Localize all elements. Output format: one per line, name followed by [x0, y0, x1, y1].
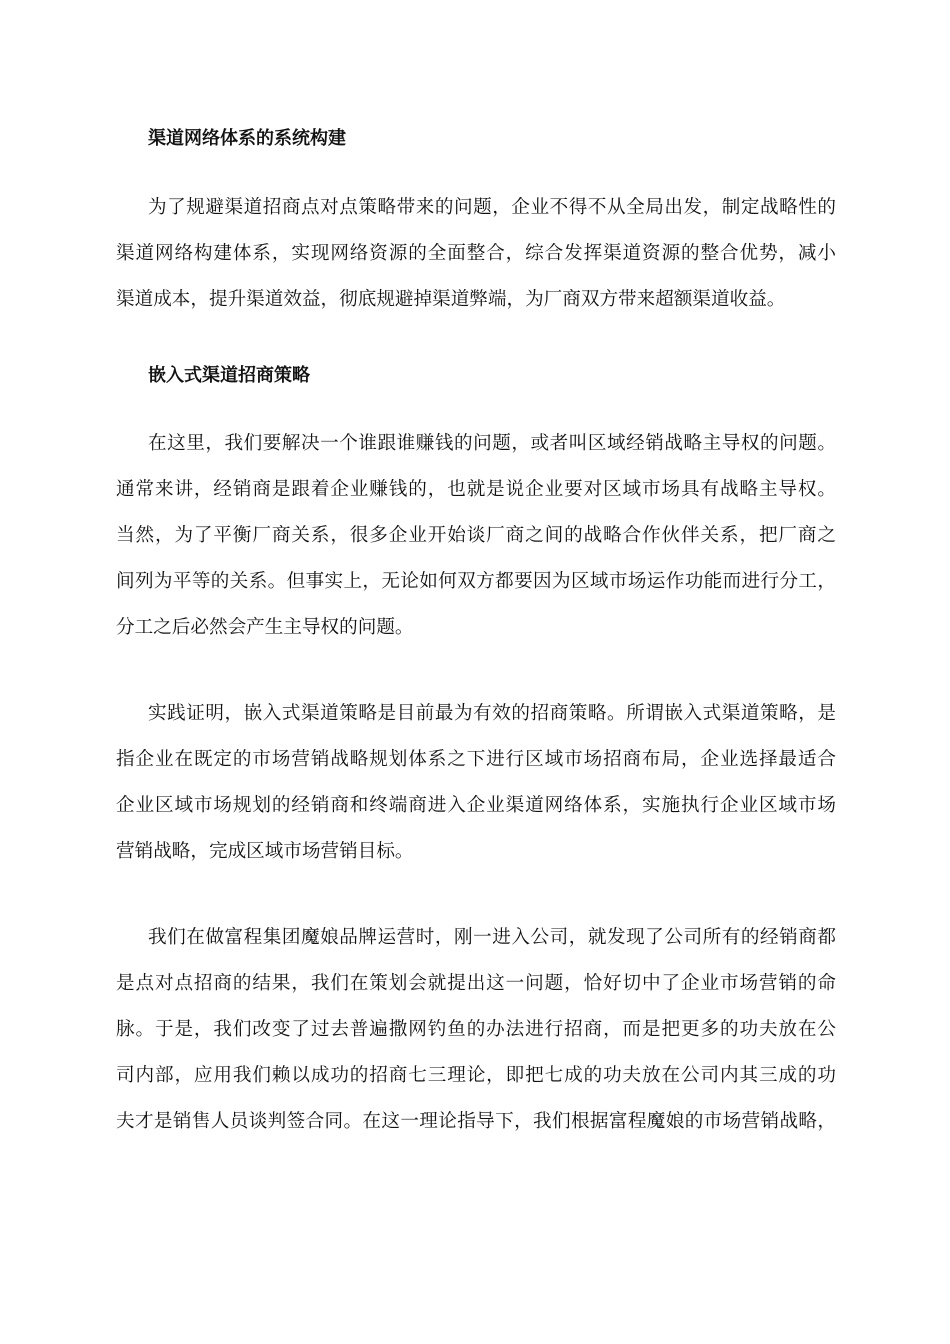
paragraph-line: 分工之后必然会产生主导权的问题。	[116, 617, 414, 638]
paragraph-line: 为了规避渠道招商点对点策略带来的问题，企业不得不从全局出发，制定战略性的	[148, 197, 836, 218]
section-heading-channel-network: 渠道网络体系的系统构建	[148, 128, 346, 149]
paragraph-line: 在这里，我们要解决一个谁跟谁赚钱的问题，或者叫区域经销战略主导权的问题。	[148, 433, 836, 454]
paragraph-line: 当然，为了平衡厂商关系，很多企业开始谈厂商之间的战略合作伙伴关系，把厂商之	[116, 525, 836, 546]
paragraph-line: 营销战略，完成区域市场营销目标。	[116, 841, 414, 862]
paragraph-line: 我们在做富程集团魔娘品牌运营时，刚一进入公司，就发现了公司所有的经销商都	[148, 927, 836, 948]
paragraph-line: 企业区域市场规划的经销商和终端商进入企业渠道网络体系，实施执行企业区域市场	[116, 795, 836, 816]
paragraph-line: 司内部，应用我们赖以成功的招商七三理论，即把七成的功夫放在公司内其三成的功	[116, 1065, 836, 1086]
paragraph-practice	[116, 691, 836, 875]
section-heading-embedded-strategy: 嵌入式渠道招商策略	[148, 365, 310, 386]
paragraph-line: 是点对点招商的结果，我们在策划会就提出这一问题，恰好切中了企业市场营销的命	[116, 973, 836, 994]
paragraph-line: 渠道成本，提升渠道效益，彻底规避掉渠道弊端，为厂商双方带来超额渠道收益。	[116, 289, 786, 310]
paragraph-line: 间列为平等的关系。但事实上，无论如何双方都要因为区域市场运作功能而进行分工，	[116, 571, 836, 592]
paragraph-line: 通常来讲，经销商是跟着企业赚钱的，也就是说企业要对区域市场具有战略主导权。	[116, 479, 836, 500]
paragraph-line: 指企业在既定的市场营销战略规划体系之下进行区域市场招商布局，企业选择最适合	[116, 749, 836, 770]
paragraph-channel-network	[116, 185, 836, 323]
paragraph-dominance	[116, 421, 836, 651]
paragraph-case-study	[116, 915, 836, 1145]
paragraph-line: 渠道网络构建体系，实现网络资源的全面整合，综合发挥渠道资源的整合优势，减小	[116, 243, 836, 264]
paragraph-line: 脉。于是，我们改变了过去普遍撒网钓鱼的办法进行招商，而是把更多的功夫放在公	[116, 1019, 836, 1040]
paragraph-line: 夫才是销售人员谈判签合同。在这一理论指导下，我们根据富程魔娘的市场营销战略，	[116, 1111, 836, 1132]
paragraph-line: 实践证明，嵌入式渠道策略是目前最为有效的招商策略。所谓嵌入式渠道策略，是	[148, 703, 836, 724]
